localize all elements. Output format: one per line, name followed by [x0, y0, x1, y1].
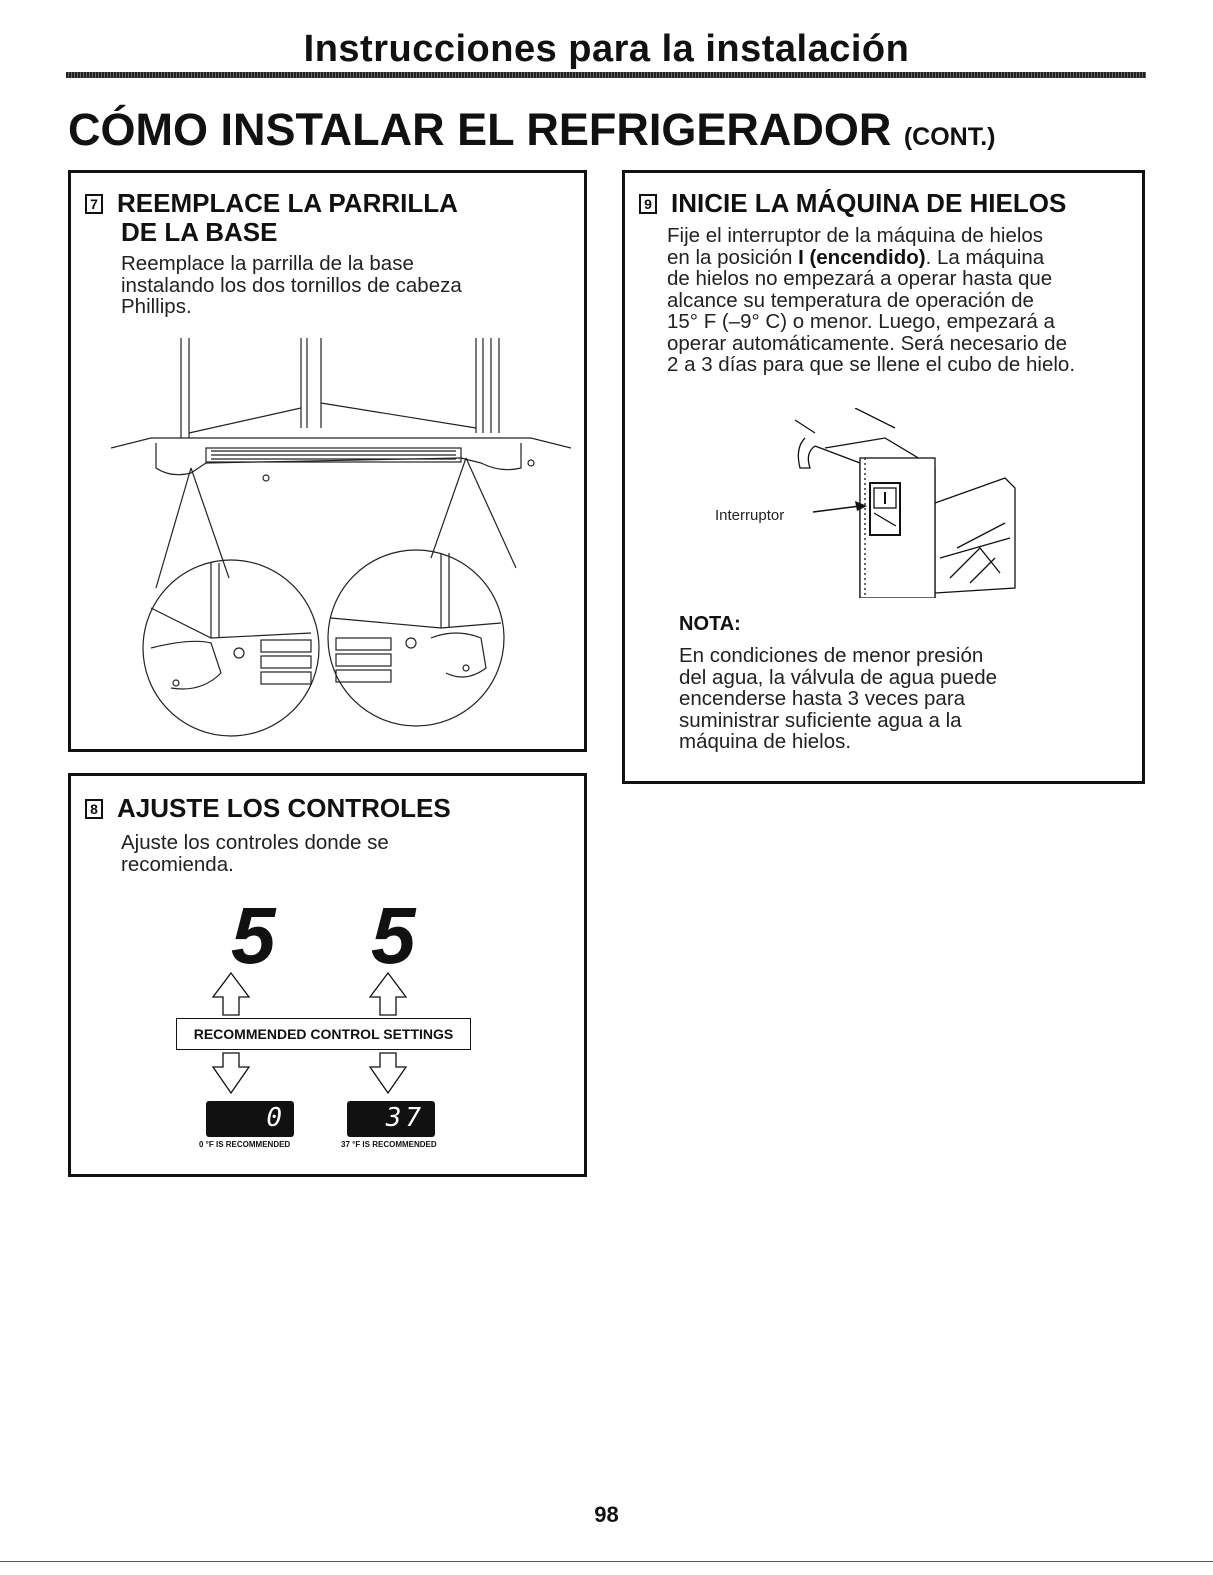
step-7-text-line: Reemplace la parrilla de la base	[121, 252, 414, 275]
page-title-cont: (CONT.)	[903, 123, 996, 151]
bottom-rule	[0, 1561, 1213, 1562]
up-arrow-right-icon	[370, 973, 406, 1015]
step-7-text-line: instalando los dos tornillos de cabeza	[121, 273, 462, 297]
step-9-text-line: Fije el interruptor de la máquina de hielos	[667, 224, 1044, 247]
step-9-text-line: de hielos no empezará a operar hasta que	[667, 267, 1053, 290]
note-text	[679, 645, 997, 753]
section-header: Instrucciones para la instalación	[303, 28, 910, 70]
step-8-text	[121, 832, 389, 875]
step-8-text-line: recomienda.	[121, 852, 234, 876]
note-text-line: En condiciones de menor presión	[679, 644, 984, 667]
fridge-caption: 37 °F IS RECOMMENDED	[341, 1140, 437, 1149]
freezer-caption: 0 °F IS RECOMMENDED	[199, 1140, 291, 1149]
step-8-number: 8	[85, 799, 103, 819]
step-7-text	[121, 253, 462, 318]
step-9-number: 9	[639, 194, 657, 214]
step-9-text	[667, 225, 1075, 376]
step-9-text-line: alcance su temperatura de operación de	[667, 288, 1034, 312]
step-7-number: 7	[85, 194, 103, 214]
step-9-heading-text: INICIE LA MÁQUINA DE HIELOS	[671, 188, 1067, 218]
header-rule	[66, 72, 1146, 78]
step-9-text-line: 2 a 3 días para que se llene el cubo de hielo.	[667, 353, 1076, 376]
recommended-settings-banner: RECOMMENDED CONTROL SETTINGS	[176, 1018, 471, 1050]
step-9-text-line: operar automáticamente. Será necesario de	[667, 331, 1067, 355]
step-7-heading-line1: REEMPLACE LA PARRILLA	[117, 188, 458, 218]
switch-label: Interruptor	[715, 507, 785, 524]
setting-left: 5	[231, 891, 276, 980]
step-9-line2-bold: I (encendido)	[798, 245, 926, 269]
page-number: 98	[594, 1502, 619, 1527]
up-arrow-left-icon	[213, 973, 249, 1015]
step-9-box	[622, 170, 1145, 784]
step-8-box	[68, 773, 587, 1177]
base-grille-illustration	[111, 338, 571, 738]
step-7-text-line: Phillips.	[121, 295, 192, 318]
icemaker-illustration	[775, 408, 1025, 598]
down-arrow-right-icon	[370, 1053, 406, 1093]
note-text-line: suministrar suficiente agua a la	[679, 708, 962, 732]
fridge-display	[347, 1101, 435, 1137]
page-title-main: CÓMO INSTALAR EL REFRIGERADOR	[68, 104, 904, 155]
note-text-line: máquina de hielos.	[679, 730, 852, 753]
note-heading: NOTA:	[679, 613, 741, 635]
step-9-text-line: 15° F (–9° C) o menor. Luego, empezará a	[667, 310, 1055, 333]
freezer-display-value: 0	[266, 1103, 282, 1133]
step-7-heading	[85, 189, 458, 217]
step-9-line2-pre: en la posición	[667, 245, 799, 269]
step-7-box	[68, 170, 587, 752]
note-text-line: del agua, la válvula de agua puede	[679, 665, 998, 689]
step-8-heading	[85, 794, 451, 822]
step-7-heading-line2: DE LA BASE	[121, 217, 278, 247]
page-title	[68, 104, 996, 156]
fridge-display-value: 37	[385, 1103, 425, 1133]
step-9-heading	[639, 189, 1066, 217]
note-text-line: encenderse hasta 3 veces para	[679, 687, 966, 710]
step-8-text-line: Ajuste los controles donde se	[121, 831, 389, 854]
freezer-display	[206, 1101, 294, 1137]
step-9-text-line-2	[667, 247, 1075, 269]
setting-right: 5	[371, 891, 416, 980]
down-arrow-left-icon	[213, 1053, 249, 1093]
step-8-heading-text: AJUSTE LOS CONTROLES	[117, 793, 451, 823]
step-9-line2-post: . La máquina	[925, 245, 1045, 269]
